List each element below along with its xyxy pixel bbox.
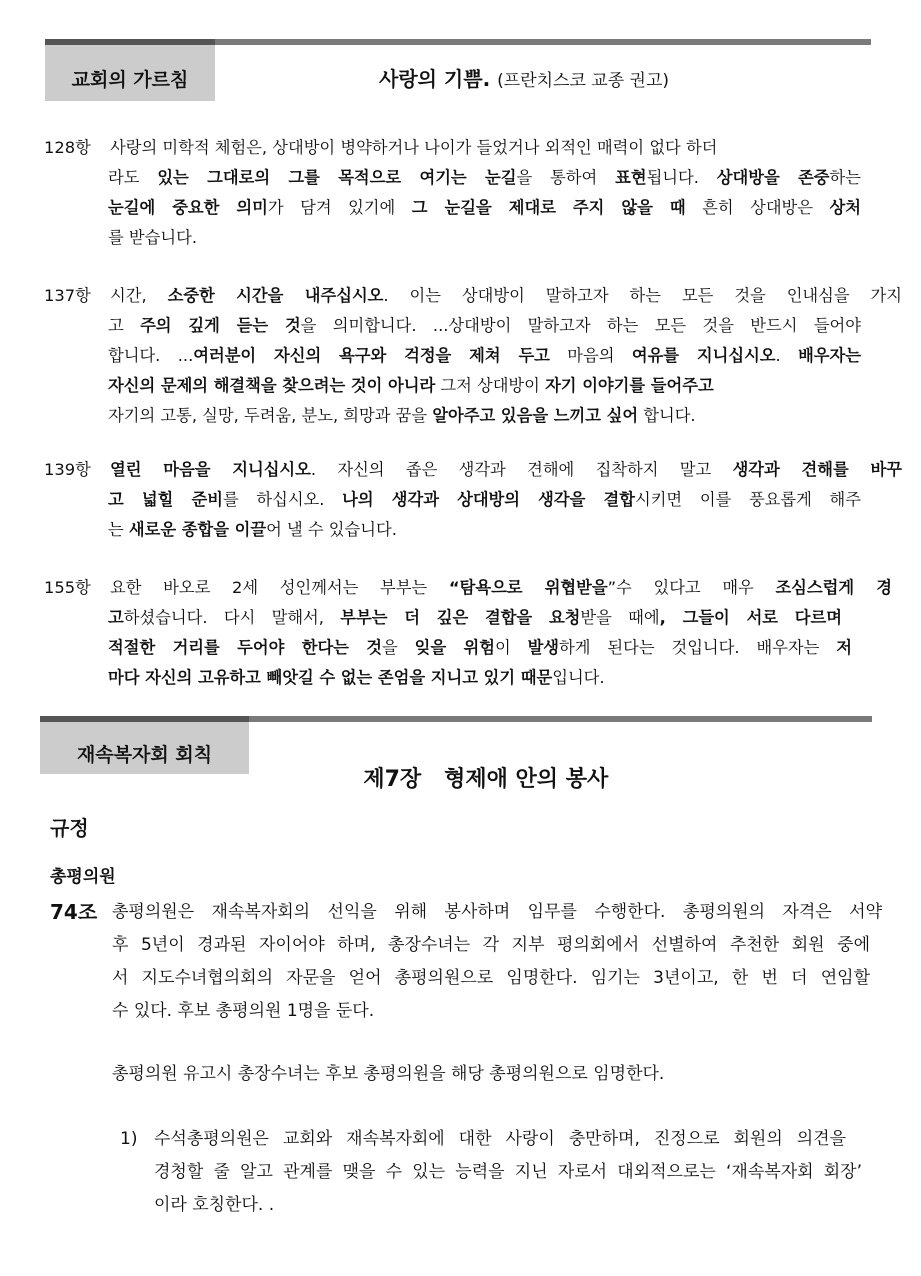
text-span: . — [775, 346, 799, 365]
text-span: . 이는 상대방이 말하고자 하는 모든 것을 인내심을 가지 — [383, 286, 902, 305]
text-line — [154, 1156, 862, 1189]
bold-span: “탐욕으로 위협받을 — [448, 578, 608, 597]
section-tab — [45, 39, 215, 101]
section-divider — [248, 716, 872, 722]
text-span: 총평의원은 재속복자회의 선익을 위해 봉사하며 임무를 수행한다. 총평의원의 자격은 서약 — [112, 902, 882, 922]
rules-title: 규정 — [50, 816, 89, 840]
text-span: 하게 된다는 것입니다. 배우자는 — [559, 638, 837, 657]
text-line — [108, 223, 197, 253]
text-span: 경청할 줄 알고 관계를 맺을 수 있는 능력을 지닌 자로서 대외적으로는 ‘재속복자회 회장’ — [154, 1162, 862, 1182]
text-span: 시간, — [110, 286, 168, 305]
bold-span: 새로운 종합을 이끌 — [128, 520, 267, 539]
text-line — [112, 929, 870, 962]
bold-span: 잊을 위험 — [414, 638, 495, 657]
bold-span: 고 — [108, 608, 124, 627]
bold-span: 여유를 지니십시오 — [631, 346, 776, 365]
text-line — [108, 341, 861, 371]
bold-span: 나의 생각과 상대방의 생각을 결합 — [342, 490, 635, 509]
text-span: 사랑의 미학적 체험은, 상대방이 병약하거나 나이가 들었거나 외적인 매력이 없다 하더 — [110, 138, 718, 157]
article-number: 155항 — [44, 578, 91, 597]
section-tab-bar — [40, 716, 249, 722]
text-span: 고 — [108, 316, 141, 335]
bold-span: 조심스럽게 경 — [775, 578, 892, 597]
bold-span: 소중한 시간을 내주십시오 — [167, 286, 384, 305]
bold-span: 상처 — [829, 198, 861, 217]
text-span: 마음의 — [549, 346, 632, 365]
text-span: 이 — [494, 638, 528, 657]
heading-title: 제7장 형제애 안의 봉사 — [363, 767, 609, 792]
bold-span: 배우자는 — [798, 346, 861, 365]
bold-span: 표현 — [615, 168, 647, 187]
bold-span: 있는 그대로의 그를 목적으로 여기는 눈길 — [157, 168, 517, 187]
text-span: . 자신의 좁은 생각과 견해에 집착하지 말고 — [310, 460, 733, 479]
text-line — [108, 515, 397, 545]
text-line — [110, 281, 902, 311]
list-item-number: 1) — [120, 1129, 138, 1149]
text-span: 됩니다. — [646, 168, 717, 187]
text-span: 합니다. ... — [108, 346, 194, 365]
bold-span: 자기 이야기를 들어주고 — [545, 376, 714, 395]
text-line — [108, 371, 714, 401]
text-line — [112, 1058, 664, 1091]
text-span: 를 받습니다. — [108, 228, 197, 247]
bold-span: 눈길에 중요한 의미 — [108, 198, 268, 217]
section-tab-label: 재속복자회 회칙 — [76, 744, 213, 766]
text-span: 어 낼 수 있습니다. — [266, 520, 397, 539]
text-line — [154, 1123, 846, 1156]
text-span: 총평의원 유고시 총장수녀는 후보 총평의원을 해당 총평의원으로 임명한다. — [112, 1064, 665, 1084]
text-span: 수석총평의원은 교회와 재속복자회에 대한 사랑이 충만하며, 진정으로 회원의 의견을 — [154, 1129, 846, 1149]
bold-span: 상대방을 존중 — [716, 168, 830, 187]
text-span: 을 통하여 — [516, 168, 616, 187]
section-tab-bar — [45, 39, 215, 45]
text-span: 을 의미합니다. ...상대방이 말하고자 하는 모든 것을 반드시 들어야 — [300, 316, 862, 335]
text-span: 입니다. — [552, 668, 605, 687]
text-span: 을 — [382, 638, 415, 657]
bold-span: 발생 — [527, 638, 560, 657]
section-tab — [40, 716, 249, 774]
text-line — [112, 896, 882, 929]
text-line — [108, 311, 861, 341]
section-divider — [214, 39, 871, 45]
heading-title: 사랑의 기쁨. — [379, 67, 491, 91]
text-line — [110, 573, 892, 603]
bold-span: , 그들이 서로 다르며 — [659, 608, 842, 627]
bold-span: 여러분이 자신의 욕구와 걱정을 제쳐 두고 — [193, 346, 550, 365]
text-line — [108, 633, 852, 663]
bold-span: 고 넓힐 준비 — [108, 490, 223, 509]
text-span: 서 지도수녀협의회의 자문을 얻어 총평의원으로 임명한다. 임기는 3년이고, 한 번 더 연임할 — [112, 968, 870, 988]
section-heading — [348, 737, 608, 793]
text-line — [112, 995, 374, 1028]
section-tab-label: 교회의 가르침 — [71, 69, 189, 91]
text-span: 를 하십시오. — [222, 490, 343, 509]
bold-span: 저 — [836, 638, 852, 657]
text-line — [108, 603, 842, 633]
section-heading — [379, 63, 669, 92]
text-span: 합니다. — [638, 406, 696, 425]
bold-span: 자신의 문제의 해결책을 찾으려는 것이 아니라 — [108, 376, 436, 395]
text-span: 자기의 고통, 실망, 두려움, 분노, 희망과 꿈을 — [108, 406, 433, 425]
text-span: 하는 — [829, 168, 861, 187]
bold-span: 적절한 거리를 두어야 한다는 것 — [108, 638, 383, 657]
text-line — [108, 163, 861, 193]
rules-subtitle: 총평의원 — [50, 867, 116, 887]
text-span: ”수 있다고 매우 — [607, 578, 776, 597]
article-number: 137항 — [44, 286, 91, 305]
text-span: 흔히 상대방은 — [685, 198, 830, 217]
text-line — [110, 455, 902, 485]
text-span: 이라 호칭한다. . — [154, 1195, 275, 1215]
article-number: 128항 — [44, 138, 91, 157]
text-span: 가 담겨 있기에 — [267, 198, 412, 217]
bold-span: 알아주고 있음을 느끼고 싶어 — [432, 406, 639, 425]
text-line — [110, 133, 717, 163]
heading-subtitle: (프란치스코 교종 권고) — [497, 71, 670, 91]
text-span: 라도 — [108, 168, 158, 187]
bold-span: 부부는 더 깊은 결합을 요청 — [340, 608, 581, 627]
bold-span: 주의 깊게 듣는 것 — [140, 316, 301, 335]
text-line — [108, 485, 861, 515]
text-line — [154, 1189, 274, 1222]
bold-span: 마다 자신의 고유하고 빼앗길 수 없는 존엄을 지니고 있기 때문 — [108, 668, 553, 687]
article-number: 139항 — [44, 460, 91, 479]
text-line — [108, 401, 696, 431]
text-span: 하셨습니다. 다시 말해서, — [123, 608, 341, 627]
text-span: 시키면 이를 풍요롭게 해주 — [634, 490, 861, 509]
text-span: 수 있다. 후보 총평의원 1명을 둔다. — [112, 1001, 375, 1021]
bold-span: 생각과 견해를 바꾸 — [732, 460, 902, 479]
text-span: 는 — [108, 520, 129, 539]
text-span: 받을 때에 — [580, 608, 660, 627]
text-span: 후 5년이 경과된 자이어야 하며, 총장수녀는 각 지부 평의회에서 선별하여 추천한 회원 중에 — [112, 935, 870, 955]
text-span: 그저 상대방이 — [435, 376, 546, 395]
text-line — [108, 193, 861, 223]
text-line — [112, 962, 870, 995]
bold-span: 그 눈길을 제대로 주지 않을 때 — [411, 198, 686, 217]
article-number: 74조 — [50, 900, 98, 924]
bold-span: 열린 마음을 지니십시오 — [110, 460, 311, 479]
text-line — [108, 663, 605, 693]
text-span: 요한 바오로 2세 성인께서는 부부는 — [110, 578, 449, 597]
